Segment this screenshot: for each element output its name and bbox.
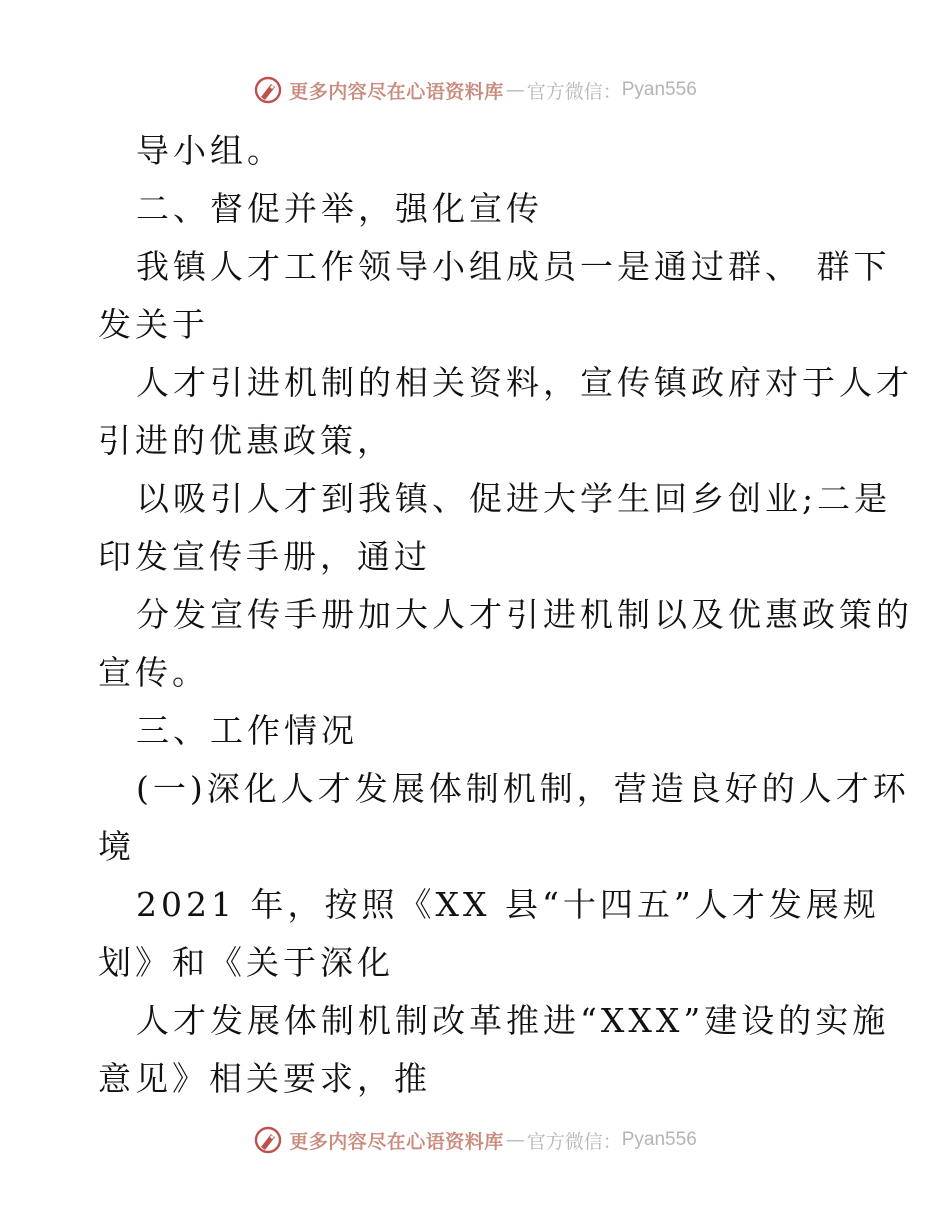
body-line: 人才引进机制的相关资料，宣传镇政府对于人才 (136, 363, 913, 402)
body-line: 人才发展体制机制改革推进“XXX”建设的实施 (136, 1001, 890, 1040)
body-line: 引进的优惠政策， (98, 421, 394, 460)
banner-wechat-label: 官方微信： (526, 80, 622, 103)
body-line: 划》和《关于深化 (98, 943, 394, 982)
body-line: 意见》相关要求，推 (98, 1059, 431, 1098)
body-line: 以吸引人才到我镇、促进大学生回乡创业;二是 (136, 479, 892, 518)
pen-nib-logo-icon (253, 1125, 283, 1155)
footer-watermark-banner (0, 1120, 950, 1160)
banner-separator: — (505, 79, 525, 101)
body-line: 宣传。 (98, 653, 209, 692)
section-heading: 三、工作情况 (136, 711, 358, 750)
body-line: 发关于 (98, 305, 209, 344)
subsection-heading: (一)深化人才发展体制机制，营造良好的人才环 (136, 769, 910, 808)
banner-wechat-label: 官方微信： (526, 1130, 622, 1153)
pen-nib-logo-icon (253, 75, 283, 105)
banner-library-text: 更多内容尽在心语资料库 (289, 1130, 504, 1153)
section-heading: 二、督促并举，强化宣传 (136, 189, 543, 228)
document-body (98, 122, 913, 1108)
banner-wechat-id: Pyan556 (621, 79, 697, 100)
body-line: 我镇人才工作领导小组成员一是通过群、 群下 (136, 247, 891, 286)
subsection-heading-continued: 境 (98, 827, 135, 866)
body-line: 分发宣传手册加大人才引进机制以及优惠政策的 (136, 595, 913, 634)
banner-separator: — (505, 1129, 525, 1151)
body-line: 印发宣传手册，通过 (98, 537, 431, 576)
body-line: 2021 年，按照《XX 县“十四五”人才发展规 (136, 885, 880, 924)
banner-library-text: 更多内容尽在心语资料库 (289, 80, 504, 103)
body-line: 导小组。 (136, 131, 284, 170)
header-watermark-banner (0, 70, 950, 110)
banner-wechat-id: Pyan556 (621, 1129, 697, 1150)
